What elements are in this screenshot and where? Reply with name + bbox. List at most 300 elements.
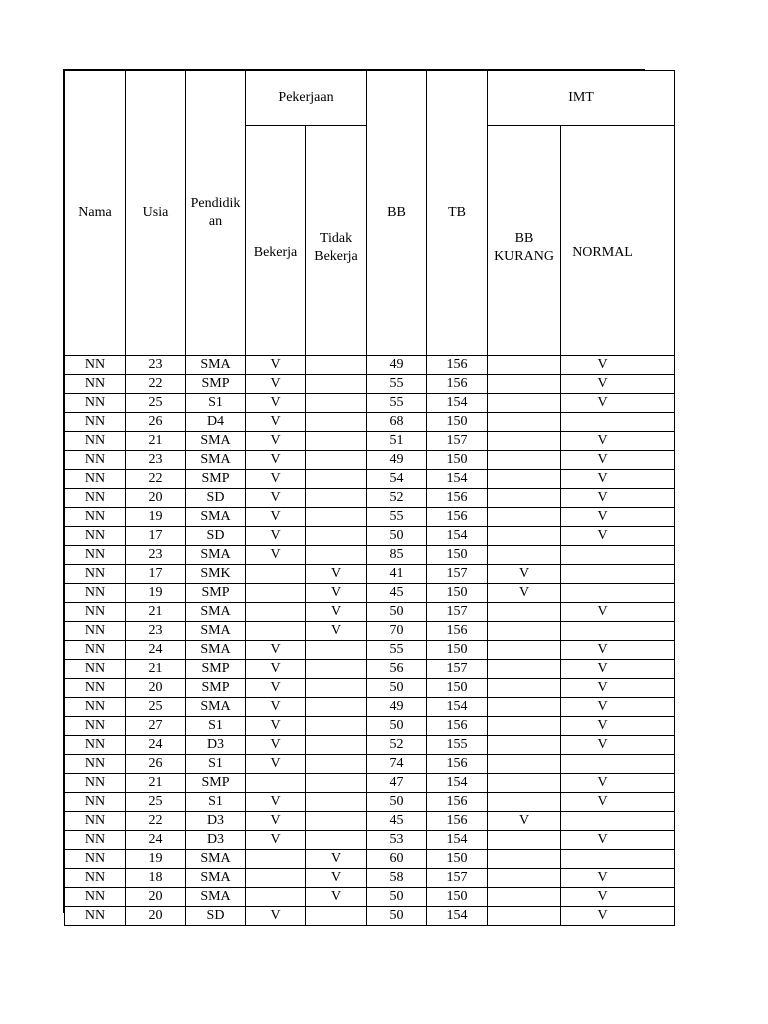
- cell-nama: NN: [65, 394, 126, 413]
- cell-bb-kurang: [488, 793, 561, 812]
- table-row: [65, 736, 675, 755]
- cell-tb: 150: [427, 451, 488, 470]
- cell-bb: 50: [367, 888, 427, 907]
- cell-tb: 150: [427, 850, 488, 869]
- cell-usia: 24: [126, 736, 186, 755]
- cell-normal: V: [561, 736, 675, 755]
- cell-bb: 55: [367, 508, 427, 527]
- cell-pendidikan: S1: [186, 717, 246, 736]
- cell-bb: 74: [367, 755, 427, 774]
- header-pekerjaan: Pekerjaan: [246, 71, 367, 126]
- cell-tidak-bekerja: V: [306, 622, 367, 641]
- header-pendidikan-line2: an: [208, 214, 223, 229]
- cell-usia: 23: [126, 356, 186, 375]
- table-row: [65, 603, 675, 622]
- cell-nama: NN: [65, 432, 126, 451]
- cell-bb: 45: [367, 584, 427, 603]
- cell-nama: NN: [65, 622, 126, 641]
- cell-tidak-bekerja: [306, 698, 367, 717]
- cell-usia: 24: [126, 831, 186, 850]
- cell-tb: 154: [427, 831, 488, 850]
- cell-normal: V: [561, 907, 675, 926]
- header-pendidikan: [186, 71, 246, 356]
- cell-bb: 55: [367, 394, 427, 413]
- cell-bb-kurang: [488, 394, 561, 413]
- cell-tb: 150: [427, 584, 488, 603]
- cell-usia: 26: [126, 413, 186, 432]
- cell-normal: V: [561, 774, 675, 793]
- cell-normal: [561, 622, 675, 641]
- cell-nama: NN: [65, 489, 126, 508]
- cell-usia: 21: [126, 603, 186, 622]
- cell-usia: 17: [126, 565, 186, 584]
- cell-tidak-bekerja: [306, 356, 367, 375]
- cell-tb: 156: [427, 755, 488, 774]
- cell-tb: 150: [427, 888, 488, 907]
- cell-normal: V: [561, 831, 675, 850]
- cell-nama: NN: [65, 907, 126, 926]
- cell-bb-kurang: [488, 888, 561, 907]
- cell-bb: 49: [367, 698, 427, 717]
- cell-usia: 21: [126, 774, 186, 793]
- cell-nama: NN: [65, 546, 126, 565]
- cell-tidak-bekerja: [306, 660, 367, 679]
- cell-tb: 154: [427, 907, 488, 926]
- cell-tidak-bekerja: [306, 413, 367, 432]
- cell-tb: 157: [427, 603, 488, 622]
- cell-bb-kurang: [488, 546, 561, 565]
- cell-bb: 54: [367, 470, 427, 489]
- cell-bb: 70: [367, 622, 427, 641]
- cell-nama: NN: [65, 812, 126, 831]
- cell-bekerja: V: [246, 470, 306, 489]
- header-tb: TB: [427, 71, 488, 356]
- cell-bekerja: V: [246, 375, 306, 394]
- cell-bb: 55: [367, 641, 427, 660]
- table-row: [65, 584, 675, 603]
- header-tidak-bekerja: [306, 126, 367, 356]
- cell-pendidikan: S1: [186, 793, 246, 812]
- cell-normal: V: [561, 603, 675, 622]
- cell-tidak-bekerja: [306, 641, 367, 660]
- cell-normal: V: [561, 375, 675, 394]
- cell-bekerja: V: [246, 755, 306, 774]
- table-row: [65, 831, 675, 850]
- cell-tb: 156: [427, 508, 488, 527]
- table-row: [65, 717, 675, 736]
- cell-normal: V: [561, 527, 675, 546]
- cell-bb-kurang: [488, 622, 561, 641]
- cell-tb: 157: [427, 660, 488, 679]
- cell-bb: 47: [367, 774, 427, 793]
- cell-bekerja: V: [246, 831, 306, 850]
- table-row: [65, 888, 675, 907]
- cell-bekerja: V: [246, 736, 306, 755]
- cell-bekerja: V: [246, 489, 306, 508]
- cell-bb-kurang: [488, 451, 561, 470]
- cell-tb: 154: [427, 774, 488, 793]
- cell-bekerja: [246, 565, 306, 584]
- cell-tb: 154: [427, 698, 488, 717]
- table-row: [65, 812, 675, 831]
- cell-usia: 27: [126, 717, 186, 736]
- cell-bb: 49: [367, 451, 427, 470]
- cell-nama: NN: [65, 508, 126, 527]
- cell-bb-kurang: V: [488, 584, 561, 603]
- cell-bb: 68: [367, 413, 427, 432]
- cell-bb-kurang: [488, 698, 561, 717]
- cell-normal: V: [561, 451, 675, 470]
- table-row: [65, 489, 675, 508]
- cell-pendidikan: SMA: [186, 603, 246, 622]
- cell-usia: 23: [126, 622, 186, 641]
- cell-tidak-bekerja: [306, 470, 367, 489]
- cell-usia: 25: [126, 394, 186, 413]
- cell-bekerja: V: [246, 394, 306, 413]
- cell-normal: V: [561, 660, 675, 679]
- cell-normal: V: [561, 432, 675, 451]
- cell-nama: NN: [65, 660, 126, 679]
- cell-nama: NN: [65, 527, 126, 546]
- cell-bekerja: V: [246, 356, 306, 375]
- cell-tidak-bekerja: V: [306, 565, 367, 584]
- cell-usia: 20: [126, 888, 186, 907]
- cell-usia: 20: [126, 679, 186, 698]
- header-tidak-bekerja-line1: Tidak: [319, 231, 353, 246]
- cell-pendidikan: S1: [186, 755, 246, 774]
- cell-tidak-bekerja: [306, 831, 367, 850]
- header-tidak-bekerja-line2: Bekerja: [314, 249, 358, 264]
- cell-tb: 156: [427, 356, 488, 375]
- cell-bekerja: V: [246, 527, 306, 546]
- cell-usia: 22: [126, 375, 186, 394]
- cell-nama: NN: [65, 888, 126, 907]
- cell-bb-kurang: [488, 755, 561, 774]
- cell-bb: 52: [367, 489, 427, 508]
- cell-pendidikan: SMP: [186, 584, 246, 603]
- cell-bekerja: V: [246, 546, 306, 565]
- cell-nama: NN: [65, 603, 126, 622]
- cell-bb-kurang: [488, 413, 561, 432]
- cell-nama: NN: [65, 641, 126, 660]
- cell-normal: V: [561, 698, 675, 717]
- cell-tb: 156: [427, 375, 488, 394]
- cell-pendidikan: SMA: [186, 508, 246, 527]
- table-row: [65, 907, 675, 926]
- cell-bb: 52: [367, 736, 427, 755]
- cell-bb-kurang: [488, 508, 561, 527]
- cell-tb: 150: [427, 641, 488, 660]
- cell-bb: 50: [367, 717, 427, 736]
- cell-usia: 20: [126, 489, 186, 508]
- cell-pendidikan: SMK: [186, 565, 246, 584]
- cell-normal: [561, 850, 675, 869]
- cell-bb: 50: [367, 527, 427, 546]
- cell-bekerja: [246, 584, 306, 603]
- cell-pendidikan: S1: [186, 394, 246, 413]
- cell-usia: 23: [126, 451, 186, 470]
- cell-nama: NN: [65, 755, 126, 774]
- cell-bekerja: [246, 774, 306, 793]
- cell-pendidikan: SMA: [186, 850, 246, 869]
- cell-pendidikan: SMP: [186, 660, 246, 679]
- cell-bb-kurang: [488, 717, 561, 736]
- cell-nama: NN: [65, 869, 126, 888]
- cell-tb: 156: [427, 622, 488, 641]
- cell-usia: 25: [126, 793, 186, 812]
- cell-nama: NN: [65, 850, 126, 869]
- cell-bekerja: [246, 888, 306, 907]
- table-row: [65, 660, 675, 679]
- table-row: [65, 432, 675, 451]
- header-imt: IMT: [488, 71, 675, 126]
- cell-nama: NN: [65, 413, 126, 432]
- cell-tb: 156: [427, 812, 488, 831]
- cell-tidak-bekerja: V: [306, 888, 367, 907]
- cell-bekerja: V: [246, 451, 306, 470]
- cell-normal: [561, 413, 675, 432]
- cell-bb: 50: [367, 603, 427, 622]
- table-row: [65, 375, 675, 394]
- table-row: [65, 679, 675, 698]
- cell-usia: 20: [126, 907, 186, 926]
- cell-normal: V: [561, 489, 675, 508]
- cell-usia: 21: [126, 660, 186, 679]
- cell-pendidikan: D3: [186, 831, 246, 850]
- cell-bb: 51: [367, 432, 427, 451]
- table-row: [65, 527, 675, 546]
- data-table-sheet: [63, 69, 645, 923]
- cell-bb: 55: [367, 375, 427, 394]
- cell-tb: 150: [427, 679, 488, 698]
- cell-bb-kurang: [488, 660, 561, 679]
- cell-tb: 154: [427, 527, 488, 546]
- table-row: [65, 546, 675, 565]
- cell-bb-kurang: [488, 831, 561, 850]
- cell-bb-kurang: [488, 375, 561, 394]
- cell-pendidikan: SMA: [186, 888, 246, 907]
- cell-normal: [561, 584, 675, 603]
- header-pendidikan-line1: Pendidik: [190, 196, 241, 211]
- cell-tidak-bekerja: [306, 489, 367, 508]
- cell-tidak-bekerja: [306, 793, 367, 812]
- cell-bekerja: V: [246, 508, 306, 527]
- cell-pendidikan: SMA: [186, 432, 246, 451]
- cell-bb-kurang: [488, 907, 561, 926]
- cell-bekerja: V: [246, 698, 306, 717]
- cell-pendidikan: SD: [186, 527, 246, 546]
- cell-normal: V: [561, 470, 675, 489]
- cell-normal: V: [561, 717, 675, 736]
- cell-normal: V: [561, 679, 675, 698]
- cell-bb-kurang: V: [488, 812, 561, 831]
- cell-bekerja: [246, 622, 306, 641]
- cell-tb: 154: [427, 394, 488, 413]
- header-usia: Usia: [126, 71, 186, 356]
- cell-pendidikan: SMA: [186, 546, 246, 565]
- cell-usia: 18: [126, 869, 186, 888]
- cell-usia: 22: [126, 812, 186, 831]
- cell-tidak-bekerja: V: [306, 584, 367, 603]
- cell-tb: 156: [427, 717, 488, 736]
- cell-bekerja: V: [246, 907, 306, 926]
- cell-tidak-bekerja: [306, 546, 367, 565]
- cell-bekerja: V: [246, 641, 306, 660]
- cell-pendidikan: D3: [186, 812, 246, 831]
- cell-nama: NN: [65, 698, 126, 717]
- cell-tidak-bekerja: [306, 812, 367, 831]
- cell-bb: 50: [367, 907, 427, 926]
- cell-bb-kurang: [488, 489, 561, 508]
- cell-tidak-bekerja: V: [306, 603, 367, 622]
- cell-pendidikan: D3: [186, 736, 246, 755]
- cell-tidak-bekerja: [306, 451, 367, 470]
- cell-pendidikan: SMP: [186, 470, 246, 489]
- table-row: [65, 356, 675, 375]
- cell-nama: NN: [65, 774, 126, 793]
- header-bb-kurang-line2: KURANG: [494, 249, 554, 264]
- cell-bb-kurang: [488, 679, 561, 698]
- cell-nama: NN: [65, 470, 126, 489]
- cell-usia: 19: [126, 508, 186, 527]
- cell-bekerja: [246, 850, 306, 869]
- cell-bekerja: V: [246, 717, 306, 736]
- cell-usia: 21: [126, 432, 186, 451]
- cell-bb-kurang: [488, 869, 561, 888]
- cell-bb-kurang: [488, 850, 561, 869]
- cell-pendidikan: SMA: [186, 356, 246, 375]
- cell-bb: 58: [367, 869, 427, 888]
- cell-bb: 85: [367, 546, 427, 565]
- table-row: [65, 774, 675, 793]
- cell-nama: NN: [65, 565, 126, 584]
- cell-tb: 156: [427, 489, 488, 508]
- table-row: [65, 451, 675, 470]
- cell-tidak-bekerja: [306, 394, 367, 413]
- cell-bb: 45: [367, 812, 427, 831]
- cell-tidak-bekerja: [306, 679, 367, 698]
- cell-normal: [561, 812, 675, 831]
- data-table: [64, 70, 675, 926]
- cell-nama: NN: [65, 736, 126, 755]
- header-bb-kurang-line1: BB: [514, 231, 534, 246]
- cell-usia: 23: [126, 546, 186, 565]
- cell-usia: 17: [126, 527, 186, 546]
- cell-nama: NN: [65, 584, 126, 603]
- table-row: [65, 470, 675, 489]
- cell-usia: 24: [126, 641, 186, 660]
- cell-usia: 25: [126, 698, 186, 717]
- cell-bb: 41: [367, 565, 427, 584]
- table-row: [65, 413, 675, 432]
- cell-pendidikan: SMA: [186, 622, 246, 641]
- cell-bb: 60: [367, 850, 427, 869]
- cell-tidak-bekerja: [306, 527, 367, 546]
- cell-bb: 50: [367, 679, 427, 698]
- cell-pendidikan: SMA: [186, 869, 246, 888]
- table-row: [65, 850, 675, 869]
- cell-pendidikan: SMP: [186, 774, 246, 793]
- cell-pendidikan: SD: [186, 489, 246, 508]
- cell-bekerja: V: [246, 660, 306, 679]
- cell-bb-kurang: [488, 603, 561, 622]
- cell-normal: [561, 755, 675, 774]
- cell-bekerja: V: [246, 413, 306, 432]
- cell-bb-kurang: [488, 641, 561, 660]
- cell-bekerja: [246, 869, 306, 888]
- cell-bekerja: V: [246, 812, 306, 831]
- table-row: [65, 793, 675, 812]
- cell-nama: NN: [65, 451, 126, 470]
- cell-nama: NN: [65, 356, 126, 375]
- cell-tidak-bekerja: [306, 755, 367, 774]
- cell-normal: V: [561, 356, 675, 375]
- cell-bekerja: [246, 603, 306, 622]
- cell-bb-kurang: V: [488, 565, 561, 584]
- header-bekerja: Bekerja: [246, 126, 306, 356]
- header-bb: BB: [367, 71, 427, 356]
- cell-nama: NN: [65, 375, 126, 394]
- cell-bb: 53: [367, 831, 427, 850]
- cell-bb: 49: [367, 356, 427, 375]
- cell-tidak-bekerja: [306, 432, 367, 451]
- cell-tb: 157: [427, 869, 488, 888]
- cell-normal: V: [561, 793, 675, 812]
- table-row: [65, 698, 675, 717]
- cell-tidak-bekerja: [306, 717, 367, 736]
- cell-tb: 155: [427, 736, 488, 755]
- cell-tidak-bekerja: [306, 736, 367, 755]
- cell-usia: 22: [126, 470, 186, 489]
- cell-nama: NN: [65, 831, 126, 850]
- header-nama: Nama: [65, 71, 126, 356]
- cell-pendidikan: SMA: [186, 641, 246, 660]
- cell-tb: 154: [427, 470, 488, 489]
- table-row: [65, 641, 675, 660]
- cell-pendidikan: SMP: [186, 679, 246, 698]
- cell-nama: NN: [65, 679, 126, 698]
- cell-usia: 19: [126, 584, 186, 603]
- cell-normal: [561, 546, 675, 565]
- cell-bb: 56: [367, 660, 427, 679]
- cell-pendidikan: SD: [186, 907, 246, 926]
- cell-bb-kurang: [488, 774, 561, 793]
- header-bb-kurang: [488, 126, 561, 356]
- cell-bb-kurang: [488, 470, 561, 489]
- cell-tb: 157: [427, 565, 488, 584]
- header-row-top: [65, 71, 675, 126]
- cell-tidak-bekerja: [306, 774, 367, 793]
- cell-bekerja: V: [246, 432, 306, 451]
- cell-normal: V: [561, 869, 675, 888]
- cell-tidak-bekerja: V: [306, 869, 367, 888]
- table-row: [65, 394, 675, 413]
- cell-normal: V: [561, 641, 675, 660]
- cell-tidak-bekerja: [306, 508, 367, 527]
- cell-usia: 19: [126, 850, 186, 869]
- cell-bb-kurang: [488, 356, 561, 375]
- cell-normal: V: [561, 394, 675, 413]
- cell-bb-kurang: [488, 527, 561, 546]
- cell-bb: 50: [367, 793, 427, 812]
- cell-bekerja: V: [246, 793, 306, 812]
- cell-bekerja: V: [246, 679, 306, 698]
- cell-pendidikan: D4: [186, 413, 246, 432]
- cell-bb-kurang: [488, 432, 561, 451]
- cell-pendidikan: SMP: [186, 375, 246, 394]
- table-row: [65, 565, 675, 584]
- cell-tb: 156: [427, 793, 488, 812]
